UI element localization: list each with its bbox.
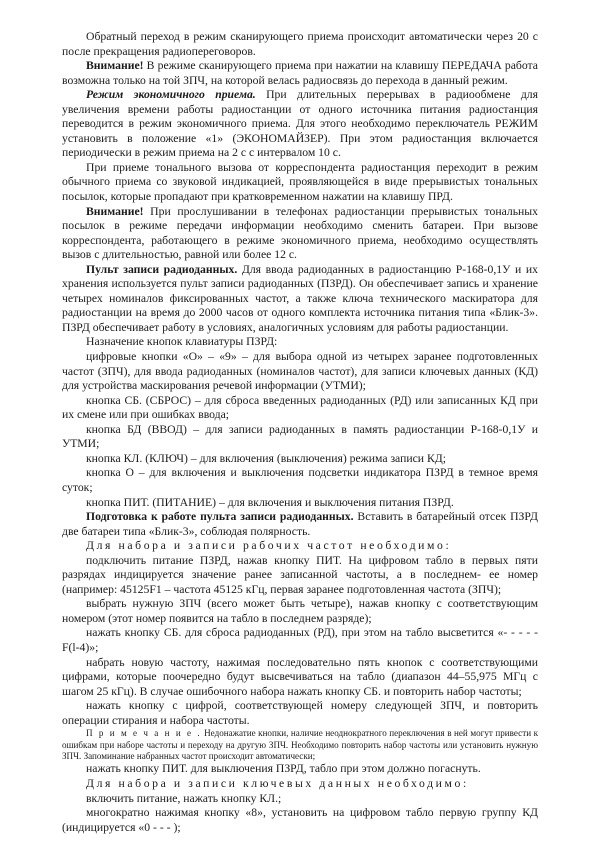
paragraph-p6 (62, 263, 538, 336)
paragraph-p5-body: При прослушивании в телефонах радиостанции прерывистых тональных посылок в режиме передачи информации необходимо сменить батареи. При вызове корреспондента, работающего в режиме экономичного приема, необходимо осуществлять вызов с длительностью, равной или более 12 с. (62, 204, 538, 262)
note-label: П р и м е ч а н и е . (86, 728, 202, 739)
paragraph-p3 (62, 88, 538, 161)
paragraph-p14 (62, 510, 538, 539)
run-in-heading-pzrd: Пульт записи радиоданных. (86, 262, 238, 276)
paragraph-p4: При приеме тонального вызова от корреспондента радиостанция переходит в режим обычного приема со звуковой индикацией, проявляющейся в виде прерывистых тональных посылок, которые пропадают при кратковременном нажатии на клавишу ПРД. (62, 160, 538, 204)
paragraph-p18: набрать новую частоту, нажимая последовательно пять кнопок с соответствующими цифрами, которые поочередно будут высвечиваться на табло (диапазон 44–55,975 МГц с шагом 25 кГц). В случае ошибочного набора нажать кнопку СБ. и повторить набор частоты; (62, 655, 538, 698)
paragraph-p13: кнопка ПИТ. (ПИТАНИЕ) – для включения и выключения питания ПЗРД. (86, 495, 454, 509)
paragraph-p21: включить питание, нажать кнопку КЛ.; (86, 791, 282, 805)
paragraph-p15: подключить питание ПЗРД, нажав кнопку ПИТ. На цифровом табло в первых пяти разрядах индицируется значение ранее записанной частоты, а в последнем- ее номер (например: 45125F1 – частота 45125 кГц, первая заранее подготовленная частота (ЗПЧ); (62, 553, 538, 596)
run-in-heading-economy-mode: Режим экономичного приема. (86, 88, 256, 102)
spaced-heading-key-data: Для набора и записи ключевых данных необходимо: (86, 777, 469, 791)
paragraph-p14-body: Вставить в батарейный отсек ПЗРД две батареи типа «Блик-3», соблюдая полярность. (62, 510, 538, 538)
paragraph-p16: выбрать нужную ЗПЧ (всего может быть четыре), нажав кнопку с соответствующим номером (этот номер появится на табло в последнем разряде); (62, 597, 538, 625)
paragraph-p19: нажать кнопку с цифрой, соответствующей номеру следующей ЗПЧ, и повторить операции стирания и набора частоты. (62, 699, 538, 727)
note-block (62, 728, 538, 762)
paragraph-p2-body: В режиме сканирующего приема при нажатии на клавишу ПЕРЕДАЧА работа возможна только на той ЗПЧ, на которой велась радиосвязь до перехода в данный режим. (62, 59, 538, 87)
run-in-heading-attention-1: Внимание! (86, 59, 144, 73)
paragraph-p7: Назначение кнопок клавиатуры ПЗРД: (86, 335, 278, 349)
run-in-heading-preparation: Подготовка к работе пульта записи радиоданных. (86, 510, 354, 524)
note-body: Недонажатие кнопки, наличие неоднократного переключения в ней могут привести к ошибкам при наборе частоты и переходу на другую ЗПЧ. Необходимо повторить набор частоты или установить нужную ЗПЧ. Запоминание набранных частот происходит автоматически; (62, 728, 539, 762)
paragraph-p5 (62, 205, 538, 263)
paragraph-p11: кнопка КЛ. (КЛЮЧ) – для включения (выключения) режима записи КД; (86, 451, 446, 465)
paragraph-p20: нажать кнопку ПИТ. для выключения ПЗРД, табло при этом должно погаснуть. (86, 762, 481, 776)
paragraph-p6-body: Для ввода радиоданных в радиостанцию Р-168-0,1У и их хранения используется пульт записи радиоданных (ПЗРД). Он обеспечивает запись и хранение четырех номиналов фиксированных частот, а также ключа технического маскиратора для радиостанции на время до 2000 часов от одного комплекта источника питания типа «Блик-3». ПЗРД обеспечивает работу в условиях, аналогичных условиям для работы радиостанции. (62, 262, 538, 334)
paragraph-p3-body: При длительных перерывах в радиообмене для увеличения времени работы радиостанции от одного источника питания радиостанция переводится в режим экономичного приема. Для этого необходимо переключатель РЕЖИМ установить в положение «1» (ЭКОНОМАЙЗЕР). При этом радиостанция включается периодически в режим приема на 2 с с интервалом 10 с. (62, 88, 539, 160)
paragraph-p10: кнопка БД (ВВОД) – для записи радиоданных в память радиостанции Р-168-0,1У и УТМИ; (62, 422, 538, 451)
paragraph-p9: кнопка СБ. (СБРОС) – для сброса введенных радиоданных (РД) или записанных КД при их смене или при ошибках ввода; (62, 393, 538, 422)
paragraph-p1: Обратный переход в режим сканирующего приема происходит автоматически через 20 с после прекращения радиопереговоров. (62, 30, 538, 58)
paragraph-p2 (62, 59, 538, 88)
text-column (62, 30, 538, 835)
spaced-heading-work-frequencies: Для набора и записи рабочих частот необходимо: (86, 539, 452, 553)
paragraph-p8: цифровые кнопки «О» – «9» – для выбора одной из четырех заранее подготовленных частот (ЗПЧ), для ввода радиоданных (номиналов частот), для записи ключевых данных (КД) для устройства маскирования речевой информации (УТМИ); (62, 350, 538, 393)
paragraph-p22: многократно нажимая кнопку «8», установить на цифровом табло первую группу КД (индицируется «0 - - - ); (62, 806, 538, 834)
paragraph-p12: кнопка О – для включения и выключения подсветки индикатора ПЗРД в темное время суток; (62, 466, 538, 494)
run-in-heading-attention-2: Внимание! (86, 204, 144, 218)
paragraph-p17: нажать кнопку СБ. для сброса радиоданных (РД), при этом на табло высветится «- - - - - F(l-4)»; (62, 626, 538, 654)
